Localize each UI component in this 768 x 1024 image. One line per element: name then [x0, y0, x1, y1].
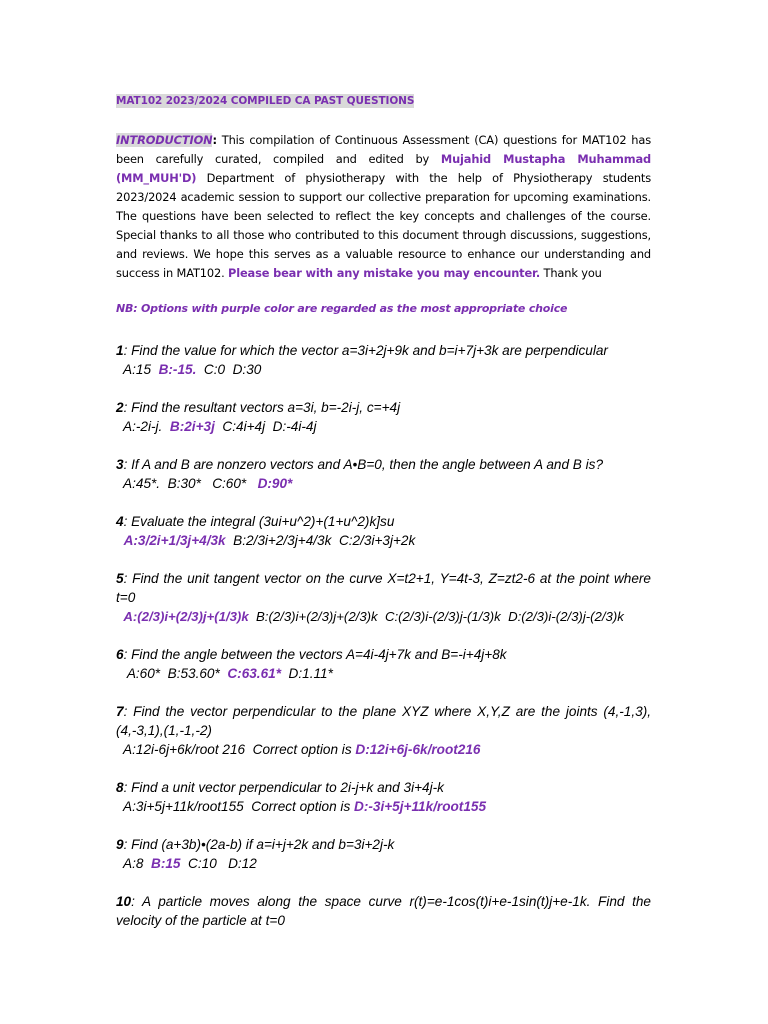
answer-options — [116, 740, 651, 759]
options-after: C:10 D:12 — [180, 856, 257, 871]
options-before: A:15 — [116, 362, 159, 377]
introduction-text-1: This compilation of Continuous Assessment (CA) questions for MAT102 has been carefully curated, compiled and edited by — [116, 133, 651, 166]
apology-note: Please bear with any mistake you may encounter. — [228, 266, 541, 280]
question-number: 1 — [116, 343, 124, 358]
question-6 — [116, 645, 651, 683]
question-text: : A particle moves along the space curve r(t)=e-1cos(t)i+e-1sin(t)j+e-1k. Find the velocity of the particle at t=0 — [116, 894, 651, 928]
options-before: A:8 — [116, 856, 152, 871]
question-10 — [116, 892, 651, 930]
options-after: B:(2/3)i+(2/3)j+(2/3)k C:(2/3)i-(2/3)j-(1/3)k D:(2/3)i-(2/3)j-(2/3)k — [248, 609, 624, 624]
question-3 — [116, 455, 651, 493]
question-text: : Find the resultant vectors a=3i, b=-2i-j, c=+4j — [123, 400, 401, 415]
introduction-label: INTRODUCTION — [116, 133, 213, 147]
question-number: 9 — [116, 837, 124, 852]
correct-option: A:3/2i+1/3j+4/3k — [123, 533, 226, 548]
document-title: MAT102 2023/2024 COMPILED CA PAST QUESTIONS — [116, 95, 415, 107]
options-before: A:-2i-j. — [116, 419, 170, 434]
options-after: D:1.11* — [281, 666, 333, 681]
options-after: C:0 D:30 — [196, 362, 262, 377]
question-9 — [116, 835, 651, 873]
correct-option: D:90* — [257, 476, 293, 491]
correct-option: B:15 — [151, 856, 181, 871]
nb-note: NB: Options with purple color are regarded as the most appropriate choice — [116, 302, 568, 315]
options-after: C:4i+4j D:-4i-4j — [214, 419, 317, 434]
question-text: : Find the vector perpendicular to the plane XYZ where X,Y,Z are the joints (4,-1,3),(4,-3,1),(1,-1,-2) — [116, 704, 651, 738]
question-text: : Find the unit tangent vector on the curve X=t2+1, Y=4t-3, Z=zt2-6 at the point where t=0 — [116, 571, 651, 605]
question-number: 8 — [116, 780, 124, 795]
correct-option: A:(2/3)i+(2/3)j+(1/3)k — [123, 609, 249, 624]
answer-options — [116, 797, 651, 816]
question-1 — [116, 341, 651, 379]
answer-options — [116, 417, 651, 436]
options-before — [116, 533, 124, 548]
question-text: : Find a unit vector perpendicular to 2i-j+k and 3i+4j-k — [123, 780, 444, 795]
correct-option: B:-15. — [158, 362, 197, 377]
question-text: : Find (a+3b)•(2a-b) if a=i+j+2k and b=3i+2j-k — [123, 837, 395, 852]
introduction-colon: : — [212, 133, 217, 147]
question-number: 2 — [116, 400, 124, 415]
answer-options — [116, 360, 651, 379]
options-after: B:2/3i+2/3j+4/3k C:2/3i+3j+2k — [225, 533, 416, 548]
thank-you-text: Thank you — [540, 266, 602, 280]
correct-option: D:12i+6j-6k/root216 — [355, 742, 481, 757]
correct-option: B:2i+3j — [169, 419, 215, 434]
question-number: 7 — [116, 704, 124, 719]
options-before: A:45*. B:30* C:60* — [116, 476, 258, 491]
question-number: 6 — [116, 647, 124, 662]
correct-option: D:-3i+5j+11k/root155 — [354, 799, 487, 814]
answer-options — [116, 474, 651, 493]
options-before: A:12i-6j+6k/root 216 Correct option is — [116, 742, 356, 757]
question-number: 4 — [116, 514, 124, 529]
question-number: 5 — [116, 571, 124, 586]
question-4 — [116, 512, 651, 550]
question-text: : Evaluate the integral (3ui+u^2)+(1+u^2)k]su — [123, 514, 395, 529]
question-text: : Find the value for which the vector a=3i+2j+9k and b=i+7j+3k are perpendicular — [123, 343, 608, 358]
introduction-text-2: Department of physiotherapy with the help of Physiotherapy students 2023/2024 academic session to support our collective preparation for upcoming examinations. The questions have been selected to reflect the key concepts and challenges of the course. Special thanks to all those who contributed to this document through discussions, suggestions, and reviews. We hope this serves as a valuable resource to enhance our understanding and success in MAT102. — [116, 171, 651, 280]
introduction-paragraph — [116, 131, 651, 283]
answer-options — [116, 854, 651, 873]
question-8 — [116, 778, 651, 816]
answer-options — [116, 531, 651, 550]
answer-options — [116, 664, 651, 683]
question-text: : Find the angle between the vectors A=4i-4j+7k and B=-i+4j+8k — [123, 647, 507, 662]
options-before: A:60* B:53.60* — [116, 666, 228, 681]
question-text: : If A and B are nonzero vectors and A•B=0, then the angle between A and B is? — [123, 457, 604, 472]
answer-options — [116, 607, 651, 626]
question-number: 3 — [116, 457, 124, 472]
question-5 — [116, 569, 651, 626]
author-name: Mujahid Mustapha Muhammad (MM_MUH'D) — [116, 152, 651, 185]
question-7 — [116, 702, 651, 759]
question-number: 10 — [116, 894, 132, 909]
correct-option: C:63.61* — [227, 666, 281, 681]
options-before: A:3i+5j+11k/root155 Correct option is — [116, 799, 355, 814]
question-2 — [116, 398, 651, 436]
